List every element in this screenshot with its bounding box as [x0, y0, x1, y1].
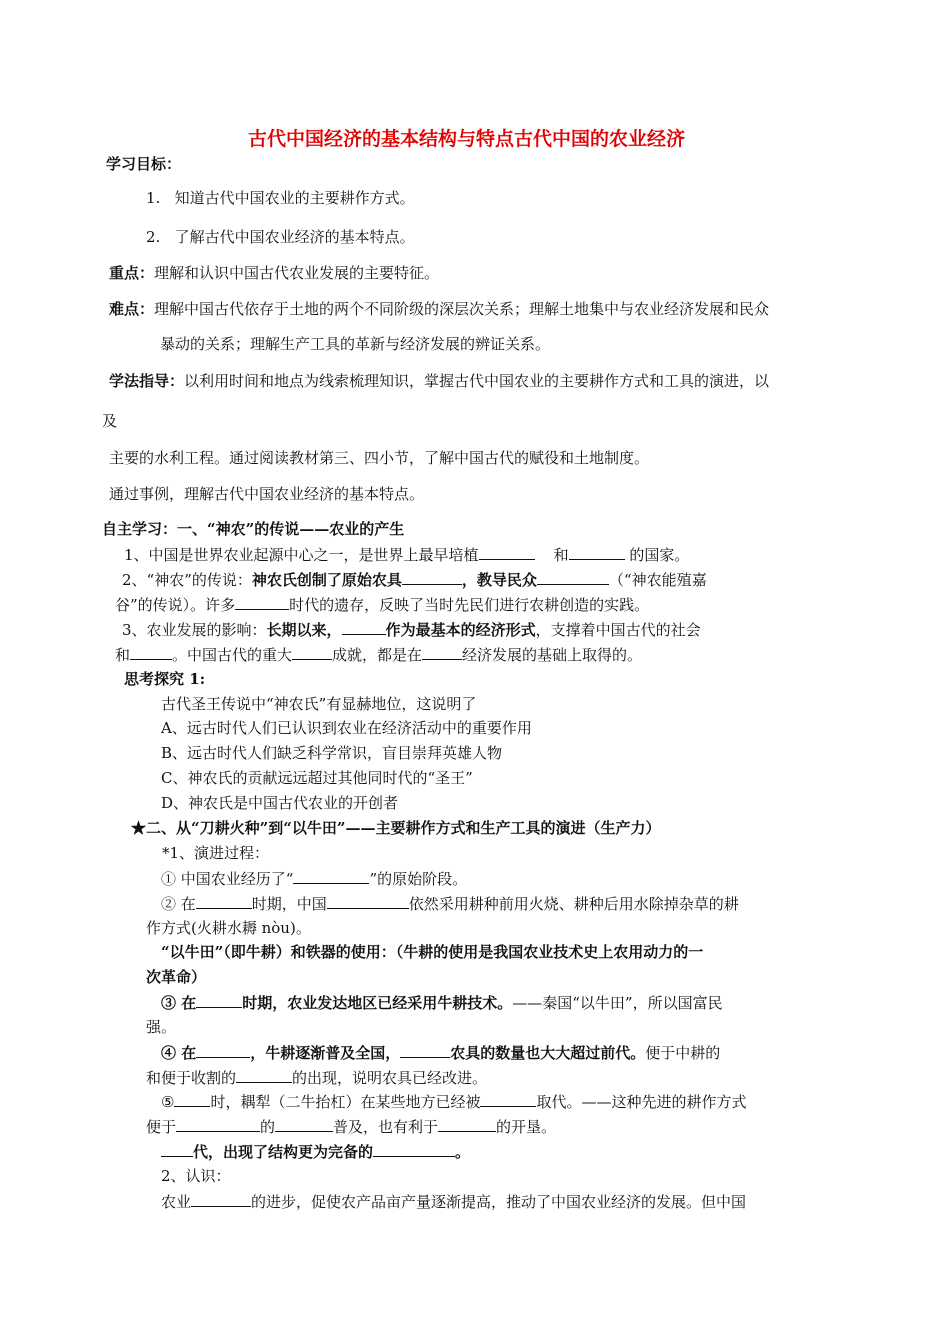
understanding-text [161, 1191, 746, 1212]
difficult-label: 难点： [109, 300, 155, 318]
blank [196, 1042, 250, 1058]
p3-bold: ③ 在 [161, 994, 197, 1012]
p4-text: 的出现，说明农具已经改进。 [292, 1069, 488, 1087]
question-2-cont [115, 594, 649, 615]
p2-text: 时期，中国 [251, 895, 327, 913]
blank [130, 644, 172, 660]
q2-text: 谷”的传说）。许多 [115, 596, 236, 614]
q3-text: 3、农业发展的影响： [122, 621, 267, 639]
q2-bold: ，教导民众 [461, 571, 537, 589]
blank [161, 1141, 193, 1157]
blank [196, 893, 252, 909]
q2-text: 2、“神农”的传说： [122, 571, 252, 589]
question-3 [122, 619, 701, 640]
blank [402, 569, 462, 585]
p4-text: 便于中耕的 [645, 1044, 721, 1062]
p7-text: 农业 [161, 1193, 192, 1211]
p1-text: ”的原始阶段。 [369, 870, 468, 888]
p1-text: ① 中国农业经历了“ [161, 870, 294, 888]
key-label: 重点： [109, 264, 155, 282]
question-2 [122, 569, 707, 590]
process-5 [161, 1091, 746, 1112]
blank [342, 619, 386, 635]
q3-text: 和 [115, 646, 131, 664]
q1-text: 的国家。 [629, 546, 690, 564]
p2-text: 依然采用耕种前用火烧、耕种后用水除掉杂草的耕 [408, 895, 739, 913]
difficult-text-2: 暴动的关系；理解生产工具的革新与经济发展的辨证关系。 [160, 335, 551, 353]
blank [479, 544, 535, 560]
blank [293, 868, 369, 884]
p2-text: ② 在 [161, 895, 196, 913]
blank [174, 1091, 210, 1107]
question-1 [124, 544, 689, 565]
method-guide [109, 371, 769, 391]
p7-text: 的进步，促使农产品亩产量逐渐提高，推动了中国农业经济的发展。但中国 [251, 1193, 747, 1211]
section2-sub2: 2、认识： [161, 1167, 231, 1185]
method-text-4: 通过事例，理解古代中国农业经济的基本特点。 [109, 485, 425, 503]
blank [569, 544, 625, 560]
process-3 [161, 992, 723, 1013]
p4-bold: ，牛耕逐渐普及全国， [250, 1044, 401, 1062]
method-label: 学法指导： [109, 372, 185, 390]
section2-sub1: *1、演进过程： [162, 844, 270, 862]
key-text: 理解和认识中国古代农业发展的主要特征。 [154, 264, 440, 282]
q3-text: 经济发展的基础上取得的。 [462, 646, 643, 664]
method-text-3: 主要的水利工程。通过阅读教材第三、四小节，了解中国古代的赋役和土地制度。 [109, 449, 650, 467]
q3-text: 。中国古代的重大 [172, 646, 293, 664]
p3-text: ——秦国“以牛田”，所以国富民 [512, 994, 723, 1012]
goal-item-2 [146, 227, 415, 247]
goal-text: 知道古代中国农业的主要耕作方式。 [174, 189, 415, 207]
q3-text: 成就，都是在 [332, 646, 423, 664]
section2-heading: ★二、从“刀耕火种”到“以牛田”——主要耕作方式和生产工具的演进（生产力） [131, 819, 661, 837]
blank [480, 1091, 536, 1107]
p3-bold: 时期，农业发达地区已经采用牛耕技术。 [242, 994, 513, 1012]
p4-text: 和便于收割的 [146, 1069, 237, 1087]
q2-text: （“神农能殖嘉 [608, 571, 707, 589]
process-1 [161, 868, 467, 889]
self-study-heading: 自主学习：一、“神农”的传说——农业的产生 [102, 520, 405, 538]
goals-label: 学习目标： [106, 155, 182, 173]
niutian-bold-1: “以牛田”（即牛耕）和铁器的使用：（牛耕的使用是我国农业技术史上农用动力的一 [161, 943, 704, 961]
blank [191, 1191, 251, 1207]
q3-bold: 作为最基本的经济形式 [385, 621, 536, 639]
q1-text: 1、中国是世界农业起源中心之一，是世界上最早培植 [124, 546, 479, 564]
q2-text: 时代的遗存，反映了当时先民们进行农耕创造的实践。 [289, 596, 650, 614]
p6-bold: 。 [455, 1143, 471, 1161]
blank [537, 569, 609, 585]
goal-item-1 [146, 188, 415, 208]
p4-bold: 农具的数量也大大超过前代。 [450, 1044, 646, 1062]
think-option-a: A、远古时代人们已认识到农业在经济活动中的重要作用 [161, 719, 532, 737]
think-question: 古代圣王传说中“神农氏”有显赫地位，这说明了 [161, 695, 477, 713]
key-point [109, 263, 439, 283]
q3-bold: 长期以来， [266, 621, 342, 639]
p5-text: 时，耦犁（二牛抬杠）在某些地方已经被 [210, 1093, 481, 1111]
goal-number: 2. [146, 228, 161, 246]
blank [235, 594, 289, 610]
blank [438, 1116, 496, 1132]
p5-text: 的 [260, 1118, 276, 1136]
difficult-text-1: 理解中国古代依存于土地的两个不同阶级的深层次关系；理解土地集中与农业经济发展和民众 [154, 300, 770, 318]
q1-text: 和 [553, 546, 569, 564]
blank [236, 1067, 292, 1083]
niutian-bold-2: 次革命） [146, 968, 207, 986]
think-option-c: C、神农氏的贡献远远超过其他同时代的“圣王” [161, 769, 473, 787]
p4-bold: ④ 在 [161, 1044, 197, 1062]
method-text-1: 以利用时间和地点为线索梳理知识，掌握古代中国农业的主要耕作方式和工具的演进，以 [184, 372, 770, 390]
p5-text: 便于 [146, 1118, 177, 1136]
think-option-d: D、神农氏是中国古代农业的开创者 [161, 794, 399, 812]
process-5-cont [146, 1116, 556, 1137]
p5-text: 取代。——这种先进的耕作方式 [536, 1093, 747, 1111]
process-4-cont [146, 1067, 487, 1088]
q2-bold: 神农氏创制了原始农具 [251, 571, 402, 589]
goal-text: 了解古代中国农业经济的基本特点。 [174, 228, 415, 246]
goal-number: 1. [146, 189, 161, 207]
process-3-cont: 强。 [146, 1018, 177, 1036]
blank [327, 893, 409, 909]
blank [292, 644, 332, 660]
p6-bold: 代，出现了结构更为完备的 [193, 1143, 374, 1161]
blank [176, 1116, 260, 1132]
process-6 [161, 1141, 470, 1162]
difficult-point [109, 299, 769, 319]
blank [400, 1042, 450, 1058]
question-3-cont [115, 644, 642, 665]
think-option-b: B、远古时代人们缺乏科学常识，盲目崇拜英雄人物 [161, 744, 503, 762]
p5-text: ⑤ [161, 1093, 175, 1111]
method-text-2: 及 [102, 412, 118, 430]
p5-text: 普及，也有利于 [333, 1118, 439, 1136]
p5-text: 的开垦。 [496, 1118, 557, 1136]
q3-text: ，支撑着中国古代的社会 [535, 621, 701, 639]
blank [422, 644, 462, 660]
think-label: 思考探究 1: [124, 670, 206, 688]
document-title: 古代中国经济的基本结构与特点古代中国的农业经济 [248, 128, 686, 150]
process-2-cont: 作方式(火耕水耨 nòu)。 [146, 919, 311, 937]
blank [275, 1116, 333, 1132]
process-2 [161, 893, 739, 914]
blank [196, 992, 242, 1008]
blank [373, 1141, 455, 1157]
process-4 [161, 1042, 720, 1063]
